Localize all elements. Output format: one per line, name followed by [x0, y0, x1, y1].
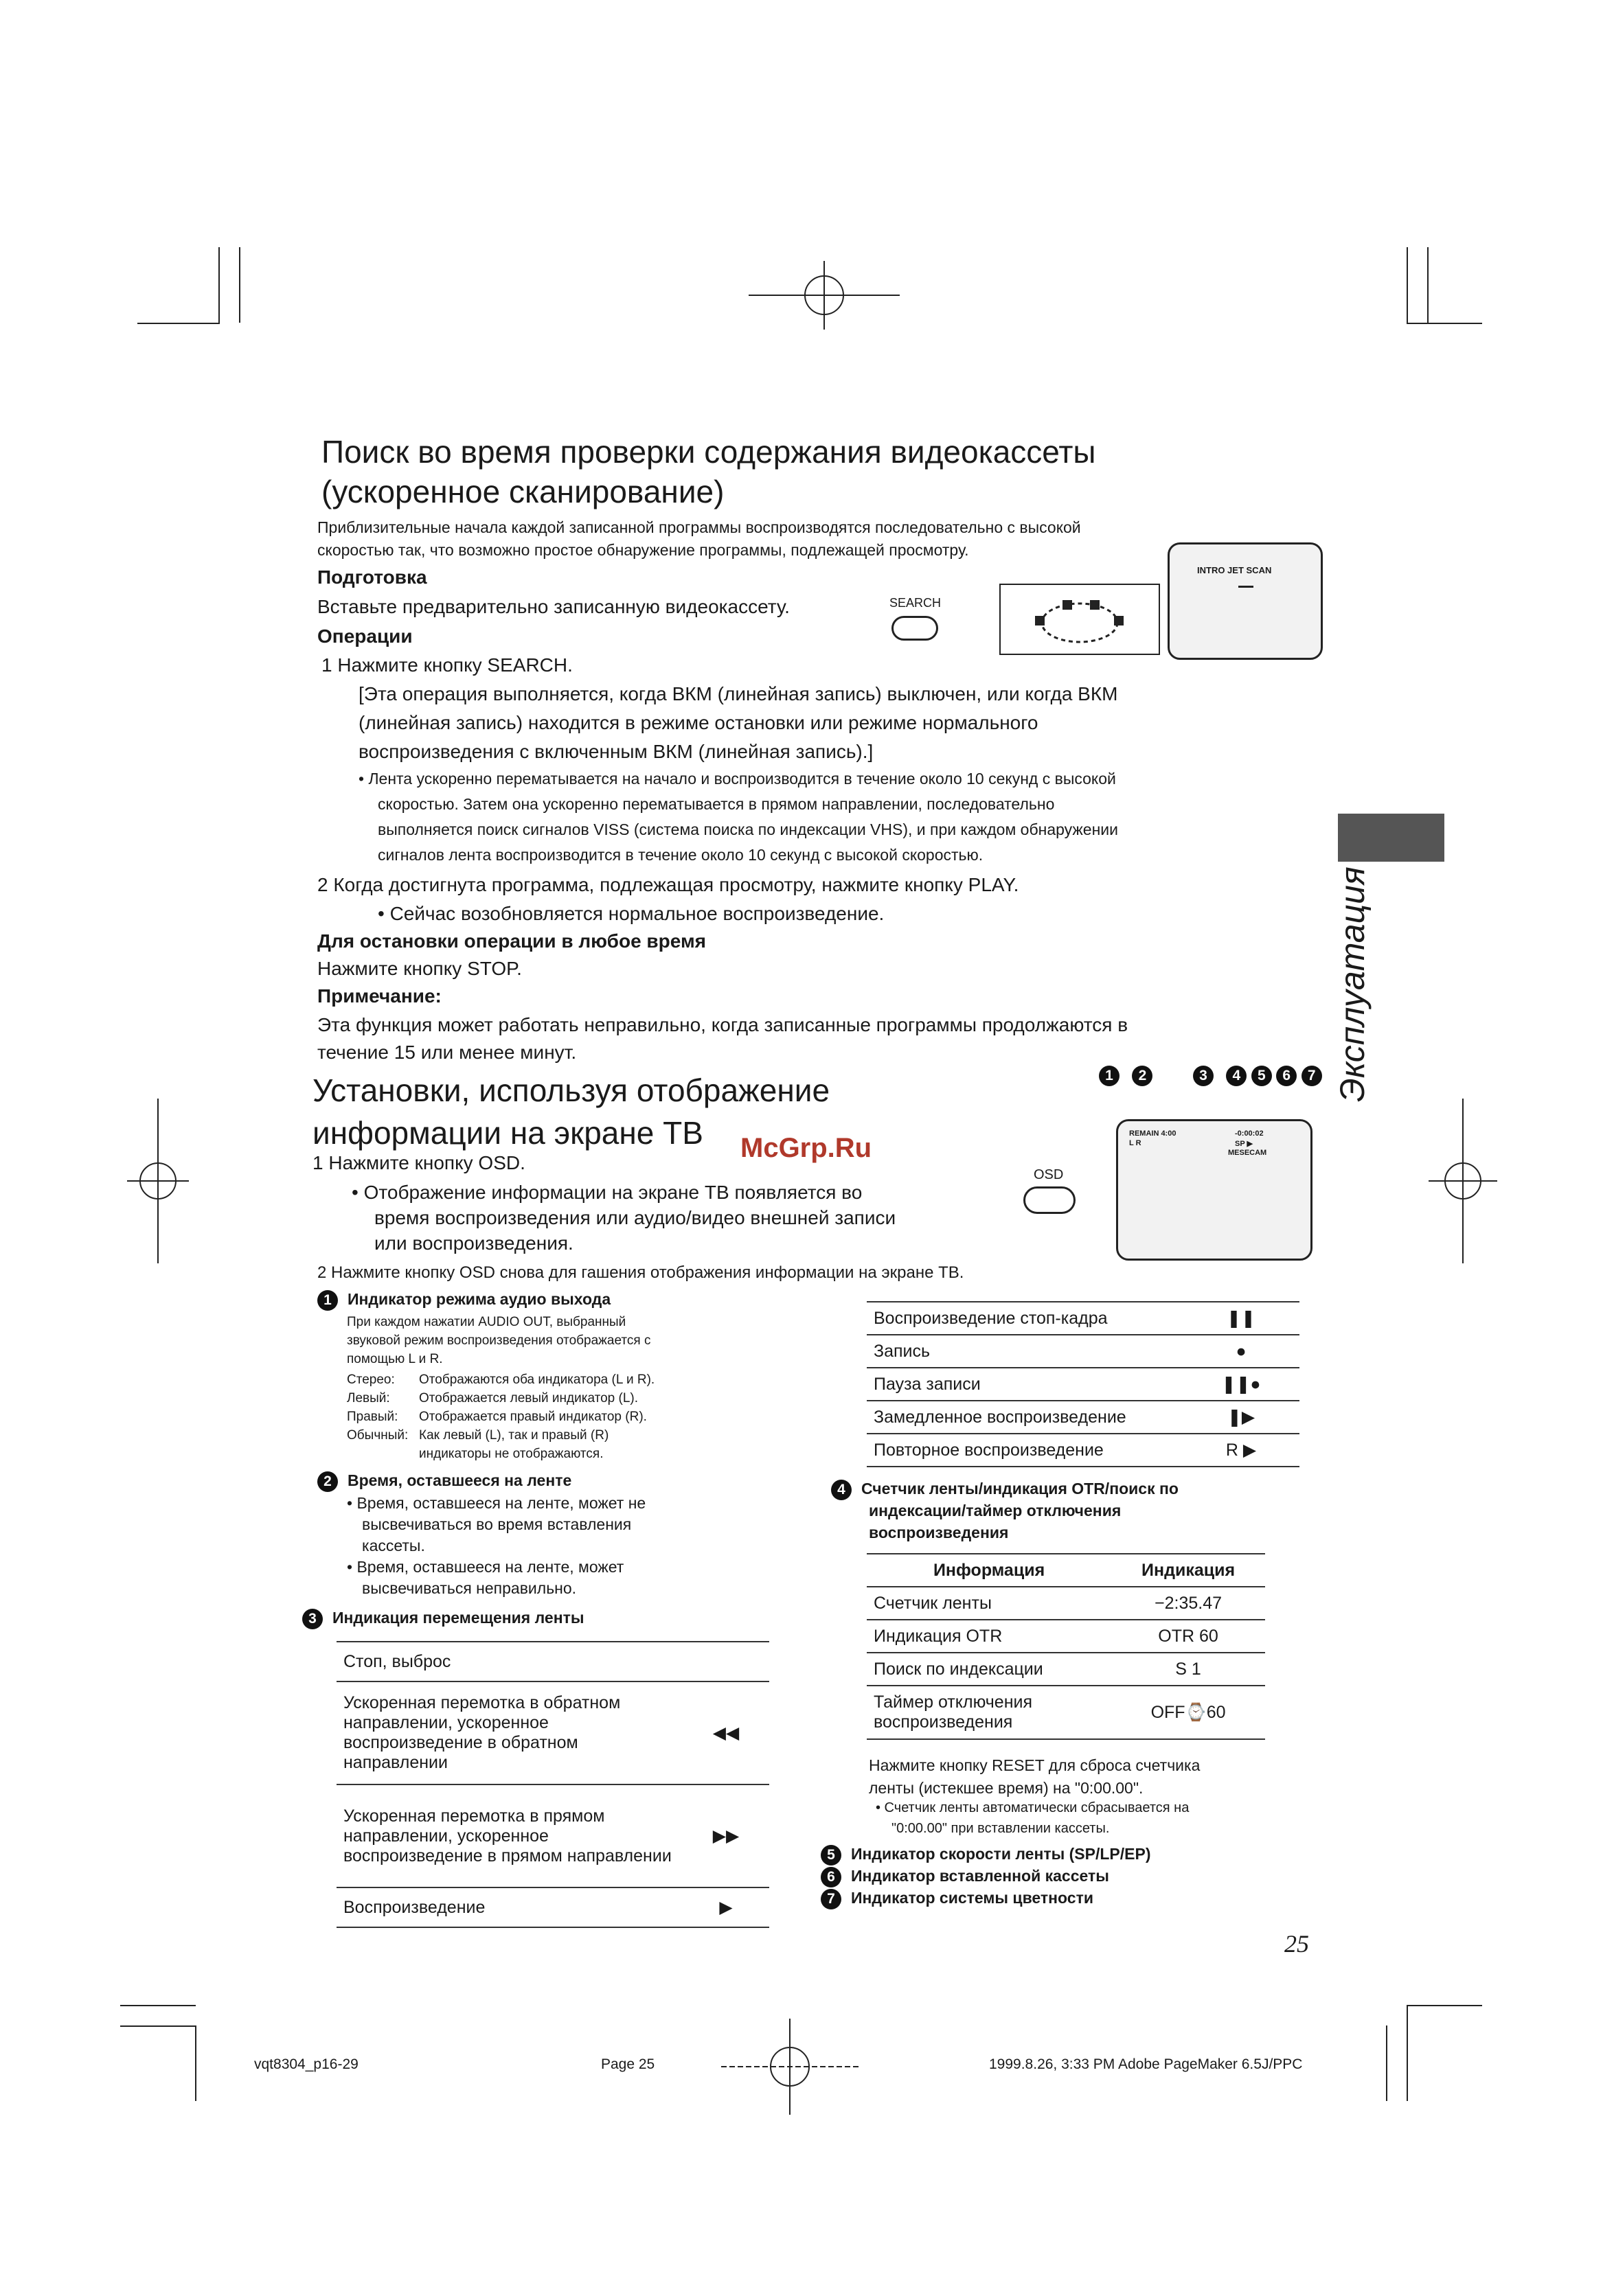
- registration-mark-left: [127, 1099, 189, 1263]
- item-5-heading: 5 Индикатор скорости ленты (SP/LP/EP): [821, 1843, 1150, 1866]
- step-2: 2 Когда достигнута программа, подлежащая просмотру, нажмите кнопку PLAY.: [317, 874, 1019, 895]
- osd-button-label: OSD: [1034, 1167, 1064, 1182]
- item-6-heading: 6 Индикатор вставленной кассеты: [821, 1865, 1109, 1887]
- callout-4: 4: [1226, 1066, 1247, 1086]
- osd-step-1-bullet: • Отображение информации на экране ТВ появляется во: [352, 1182, 863, 1203]
- section1-intro: Приблизительные начала каждой записанной программы воспроизводятся последовательно с высокой: [317, 518, 1081, 536]
- callout-1: 1: [1099, 1066, 1119, 1086]
- step-1-text: (линейная запись) находится в режиме остановки или режиме нормального: [359, 712, 1038, 733]
- crop-mark: [195, 2025, 196, 2101]
- item-1-heading: 1 Индикатор режима аудио выхода: [317, 1288, 611, 1311]
- footer-page: Page 25: [601, 2056, 655, 2072]
- callout-3: 3: [1193, 1066, 1214, 1086]
- reset-bullet: "0:00.00" при вставлении кассеты.: [891, 1821, 1110, 1836]
- crop-mark: [1427, 247, 1429, 323]
- item-2-heading: 2 Время, оставшееся на ленте: [317, 1469, 571, 1492]
- item-2-text: • Время, оставшееся на ленте, может не высвечиваться во время вставления кассеты. • Время, оставшееся на ленте, может высвечиваться неправильно.: [347, 1494, 646, 1597]
- crop-mark: [137, 323, 220, 324]
- osd-step-1-bullet: время воспроизведения или аудио/видео внешней записи: [374, 1207, 896, 1228]
- tv-screen-osd: [1116, 1119, 1312, 1261]
- search-button-label: SEARCH: [889, 596, 942, 610]
- registration-mark-right: [1429, 1099, 1497, 1263]
- page-number: 25: [1284, 1930, 1309, 1958]
- section2-title-line1: Установки, используя отображение: [312, 1072, 830, 1108]
- registration-mark-top: [749, 261, 900, 330]
- table-cell: Воспроизведение: [337, 1887, 683, 1927]
- item-4-heading: воспроизведения: [869, 1524, 1009, 1541]
- step-2-bullet: • Сейчас возобновляется нормальное воспроизведение.: [378, 903, 885, 924]
- callout-5: 5: [1251, 1066, 1272, 1086]
- crop-mark: [1407, 2005, 1408, 2101]
- item-4-heading: 4 Счетчик ленты/индикация OTR/поиск по: [831, 1478, 1179, 1500]
- step-1-text: [Эта операция выполняется, когда ВКМ (линейная запись) выключен, или когда ВКМ: [359, 683, 1118, 704]
- watermark: McGrp.Ru: [740, 1133, 872, 1163]
- section1-title-line2: (ускоренное сканирование): [321, 474, 725, 509]
- item-1-text: При каждом нажатии AUDIO OUT, выбранный звуковой режим воспроизведения отображается с помощью L и R.: [347, 1315, 651, 1366]
- search-button-icon: [891, 616, 938, 641]
- crop-mark: [120, 2025, 196, 2027]
- crop-mark: [239, 247, 240, 323]
- osd-speed: SP ▶: [1235, 1140, 1253, 1148]
- note-text: течение 15 или менее минут.: [317, 1042, 577, 1063]
- item-1-modes: Стерео: Отображаются оба индикатора (L и R). Левый: Отображается левый индикатор (L). Правый: Отображается правый индикатор (R). Обычный: Как левый (L), так и правый (R) индикаторы не отображаются.: [347, 1373, 655, 1461]
- prep-heading: Подготовка: [317, 566, 427, 588]
- step-1-bullet: • Лента ускоренно перематывается на начало и воспроизводится в течение около 10 секунд с высокой: [359, 770, 1116, 788]
- callout-2: 2: [1132, 1066, 1152, 1086]
- playback-status-table: Воспроизведение стоп-кадра ❚❚ Запись ● Пауза записи ❚❚● Замедленное воспроизведение ❚▶ Повторное воспроизведение R ▶: [867, 1301, 1299, 1467]
- table-cell: Ускоренная перемотка в обратном направлении, ускоренное воспроизведение в обратном направлении: [337, 1681, 683, 1784]
- step-1: 1 Нажмите кнопку SEARCH.: [321, 654, 573, 676]
- note-text: Эта функция может работать неправильно, когда записанные программы продолжаются в: [317, 1014, 1128, 1035]
- crop-mark: [120, 2005, 196, 2006]
- osd-button-icon: [1023, 1186, 1076, 1214]
- ops-heading: Операции: [317, 625, 413, 647]
- scan-diagram: [999, 584, 1160, 655]
- osd-step-1: 1 Нажмите кнопку OSD.: [312, 1152, 525, 1173]
- crop-mark: [1386, 2025, 1387, 2101]
- callout-row: [1099, 1066, 1323, 1086]
- stop-text: Нажмите кнопку STOP.: [317, 958, 522, 979]
- side-tab-label: Эксплуатация: [1333, 866, 1372, 1102]
- section1-intro: скоростью так, что возможно простое обнаружение программы, подлежащей просмотру.: [317, 541, 969, 559]
- reset-text: Нажмите кнопку RESET для сброса счетчика: [869, 1756, 1201, 1774]
- table-cell: Ускоренная перемотка в прямом направлении, ускоренное воспроизведение в прямом направлении: [337, 1784, 683, 1887]
- footer-filename: vqt8304_p16-29: [254, 2056, 359, 2072]
- note-heading: Примечание:: [317, 985, 442, 1007]
- footer-timestamp: 1999.8.26, 3:33 PM Adobe PageMaker 6.5J/PPC: [989, 2056, 1303, 2072]
- step-1-bullet: выполняется поиск сигналов VISS (система поиска по индексации VHS), и при каждом обнаружении: [378, 820, 1118, 838]
- item-4-heading: индексации/таймер отключения: [869, 1502, 1122, 1519]
- registration-mark-bottom: [721, 2019, 859, 2115]
- osd-lr: L R: [1129, 1139, 1141, 1147]
- step-1-bullet: скоростью. Затем она ускоренно перематывается в прямом направлении, последовательно: [378, 795, 1055, 813]
- crop-mark: [218, 247, 220, 324]
- item-7-heading: 7 Индикатор системы цветности: [821, 1887, 1093, 1909]
- tape-movement-table: Стоп, выброс Ускоренная перемотка в обратном направлении, ускоренное воспроизведение в обратном направлении ◀◀ Ускоренная перемотка в прямом направлении, ускоренное воспроизведение в прямом направлении ▶▶ Воспроизведение ▶: [337, 1641, 769, 1928]
- crop-mark: [1407, 323, 1482, 324]
- counter-table: Информация Индикация Счетчик ленты −2:35.47 Индикация OTR OTR 60 Поиск по индексации S 1 Таймер отключения воспроизведения OFF⌚60: [867, 1553, 1265, 1740]
- stop-heading: Для остановки операции в любое время: [317, 930, 707, 952]
- tv-screen-scan: [1168, 542, 1323, 660]
- osd-step-1-bullet: или воспроизведения.: [374, 1232, 573, 1254]
- tv-scan-label: INTRO JET SCAN: [1197, 565, 1272, 575]
- callout-6: 6: [1276, 1066, 1297, 1086]
- step-1-bullet: сигналов лента воспроизводится в течение около 10 секунд с высокой скоростью.: [378, 846, 984, 864]
- tv-scan-dash: [1238, 586, 1253, 588]
- osd-step-2: 2 Нажмите кнопку OSD снова для гашения отображения информации на экране ТВ.: [317, 1263, 964, 1282]
- table-cell: Стоп, выброс: [337, 1642, 683, 1681]
- step-1-text: воспроизведения с включенным ВКМ (линейная запись).]: [359, 741, 874, 762]
- item-3-heading: 3 Индикация перемещения ленты: [302, 1607, 584, 1629]
- osd-color-system: MESECAM: [1228, 1149, 1267, 1157]
- side-tab-marker: [1338, 814, 1444, 862]
- crop-mark: [1407, 247, 1408, 324]
- prep-text: Вставьте предварительно записанную видеокассету.: [317, 596, 790, 617]
- callout-7: 7: [1302, 1066, 1322, 1086]
- reset-text: ленты (истекшее время) на "0:00.00".: [869, 1779, 1144, 1797]
- section1-title-line1: Поиск во время проверки содержания видеокассеты: [321, 434, 1096, 470]
- osd-counter: -0:00:02: [1235, 1129, 1264, 1138]
- section2-title-line2: информации на экране ТВ: [312, 1115, 703, 1151]
- crop-mark: [1407, 2005, 1482, 2006]
- reset-bullet: • Счетчик ленты автоматически сбрасывается на: [876, 1800, 1190, 1815]
- osd-remain: REMAIN 4:00: [1129, 1129, 1177, 1138]
